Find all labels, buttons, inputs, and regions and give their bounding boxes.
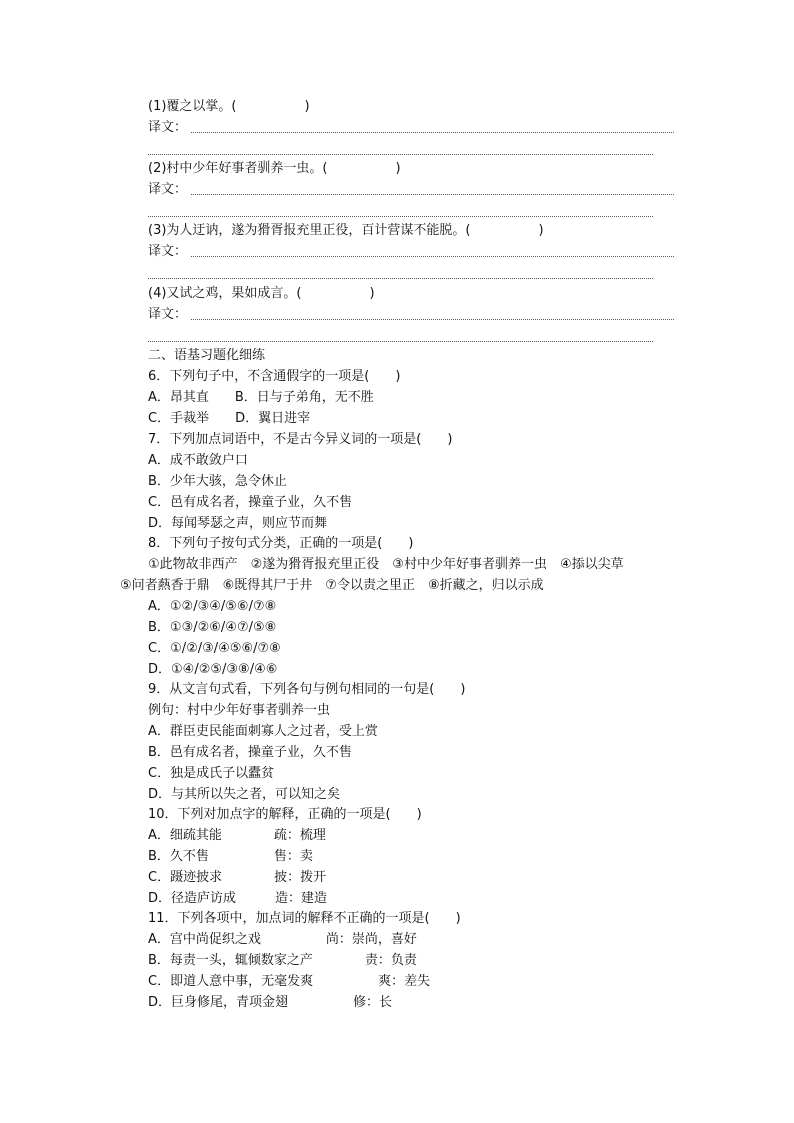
question-6-options-cd: C．手裁举 D．翼日进宰 [148, 411, 311, 426]
question-11-option-d: D．巨身修尾，青项金翅 修：长 [148, 995, 393, 1010]
answer-continuation-line-1[interactable] [148, 154, 653, 155]
question-6-options-ab: A．昂其直 B．日与子弟角，无不胜 [148, 390, 374, 405]
question-10-option-d: D．径造庐访成 造：建造 [148, 891, 328, 906]
question-7-stem: 7．下列加点词语中，不是古今异义词的一项是( ) [148, 432, 453, 447]
question-11-stem: 11．下列各项中，加点词的解释不正确的一项是( ) [148, 911, 461, 926]
question-7-option-c: C．邑有成名者，操童子业，久不售 [148, 495, 353, 510]
question-9-option-d: D．与其所以失之者，可以知之矣 [148, 787, 341, 802]
question-8-option-d: D．①④/②⑤/③⑧/④⑥ [148, 662, 278, 677]
question-9-option-a: A．群臣吏民能面刺寡人之过者，受上赏 [148, 724, 378, 739]
question-9-option-b: B．邑有成名者，操童子业，久不售 [148, 745, 352, 760]
question-9-option-c: C．独是成氏子以蠹贫 [148, 766, 275, 781]
question-8-option-c: C．①/②/③/④⑤⑥/⑦⑧ [148, 641, 281, 656]
question-10-option-c: C．蹑迹披求 披：拨开 [148, 870, 327, 885]
question-6-stem: 6．下列句子中，不含通假字的一项是( ) [148, 369, 401, 384]
question-11-option-a: A．宫中尚促织之戏 尚：崇尚，喜好 [148, 932, 417, 947]
question-8-stem: 8．下列句子按句式分类，正确的一项是( ) [148, 536, 414, 551]
translation-answer-line-1[interactable] [148, 119, 674, 137]
question-8-option-a: A．①②/③④/⑤⑥/⑦⑧ [148, 599, 277, 614]
question-8-sentences-line-2: ⑤问者爇香于鼎 ⑥既得其尸于井 ⑦令以责之里正 ⑧折藏之，归以示成 [120, 578, 544, 593]
question-9-example: 例句：村中少年好事者驯养一虫 [148, 703, 331, 718]
question-9-stem: 9．从文言句式看，下列各句与例句相同的一句是( ) [148, 682, 466, 697]
question-10-stem: 10．下列对加点字的解释，正确的一项是( ) [148, 807, 422, 822]
question-7-option-b: B．少年大骇，急令休止 [148, 474, 287, 489]
answer-continuation-line-2[interactable] [148, 216, 653, 217]
translation-label: 译文： [148, 120, 188, 135]
translation-answer-line-3[interactable] [148, 243, 674, 261]
translation-answer-line-4[interactable] [148, 306, 674, 324]
question-8-sentences-line-1: ①此物故非西产 ②遂为猾胥报充里正役 ③村中少年好事者驯养一虫 ④掭以尖草 [148, 557, 624, 572]
translation-label: 译文： [148, 244, 188, 259]
question-11-option-b: B．每责一头，辄倾数家之产 责：负责 [148, 953, 417, 968]
translation-question-1: (1)覆之以掌。( ) [148, 99, 310, 114]
translation-question-4: (4)又试之鸡，果如成言。( ) [148, 286, 375, 301]
question-10-option-a: A．细疏其能 疏：梳理 [148, 828, 326, 843]
answer-continuation-line-4[interactable] [148, 341, 653, 342]
translation-answer-line-2[interactable] [148, 181, 674, 199]
translation-question-2: (2)村中少年好事者驯养一虫。( ) [148, 161, 401, 176]
answer-continuation-line-3[interactable] [148, 278, 653, 279]
question-8-option-b: B．①③/②⑥/④⑦/⑤⑧ [148, 620, 277, 635]
section-title: 二、语基习题化细练 [148, 348, 266, 363]
translation-label: 译文： [148, 182, 188, 197]
translation-question-3: (3)为人迂讷，遂为猾胥报充里正役，百计营谋不能脱。( ) [148, 223, 544, 238]
translation-label: 译文： [148, 307, 188, 322]
question-10-option-b: B．久不售 售：卖 [148, 849, 313, 864]
question-7-option-d: D．每闻琴瑟之声，则应节而舞 [148, 516, 328, 531]
question-11-option-c: C．即道人意中事，无毫发爽 爽：差失 [148, 974, 431, 989]
question-7-option-a: A．成不敢敛户口 [148, 453, 248, 468]
